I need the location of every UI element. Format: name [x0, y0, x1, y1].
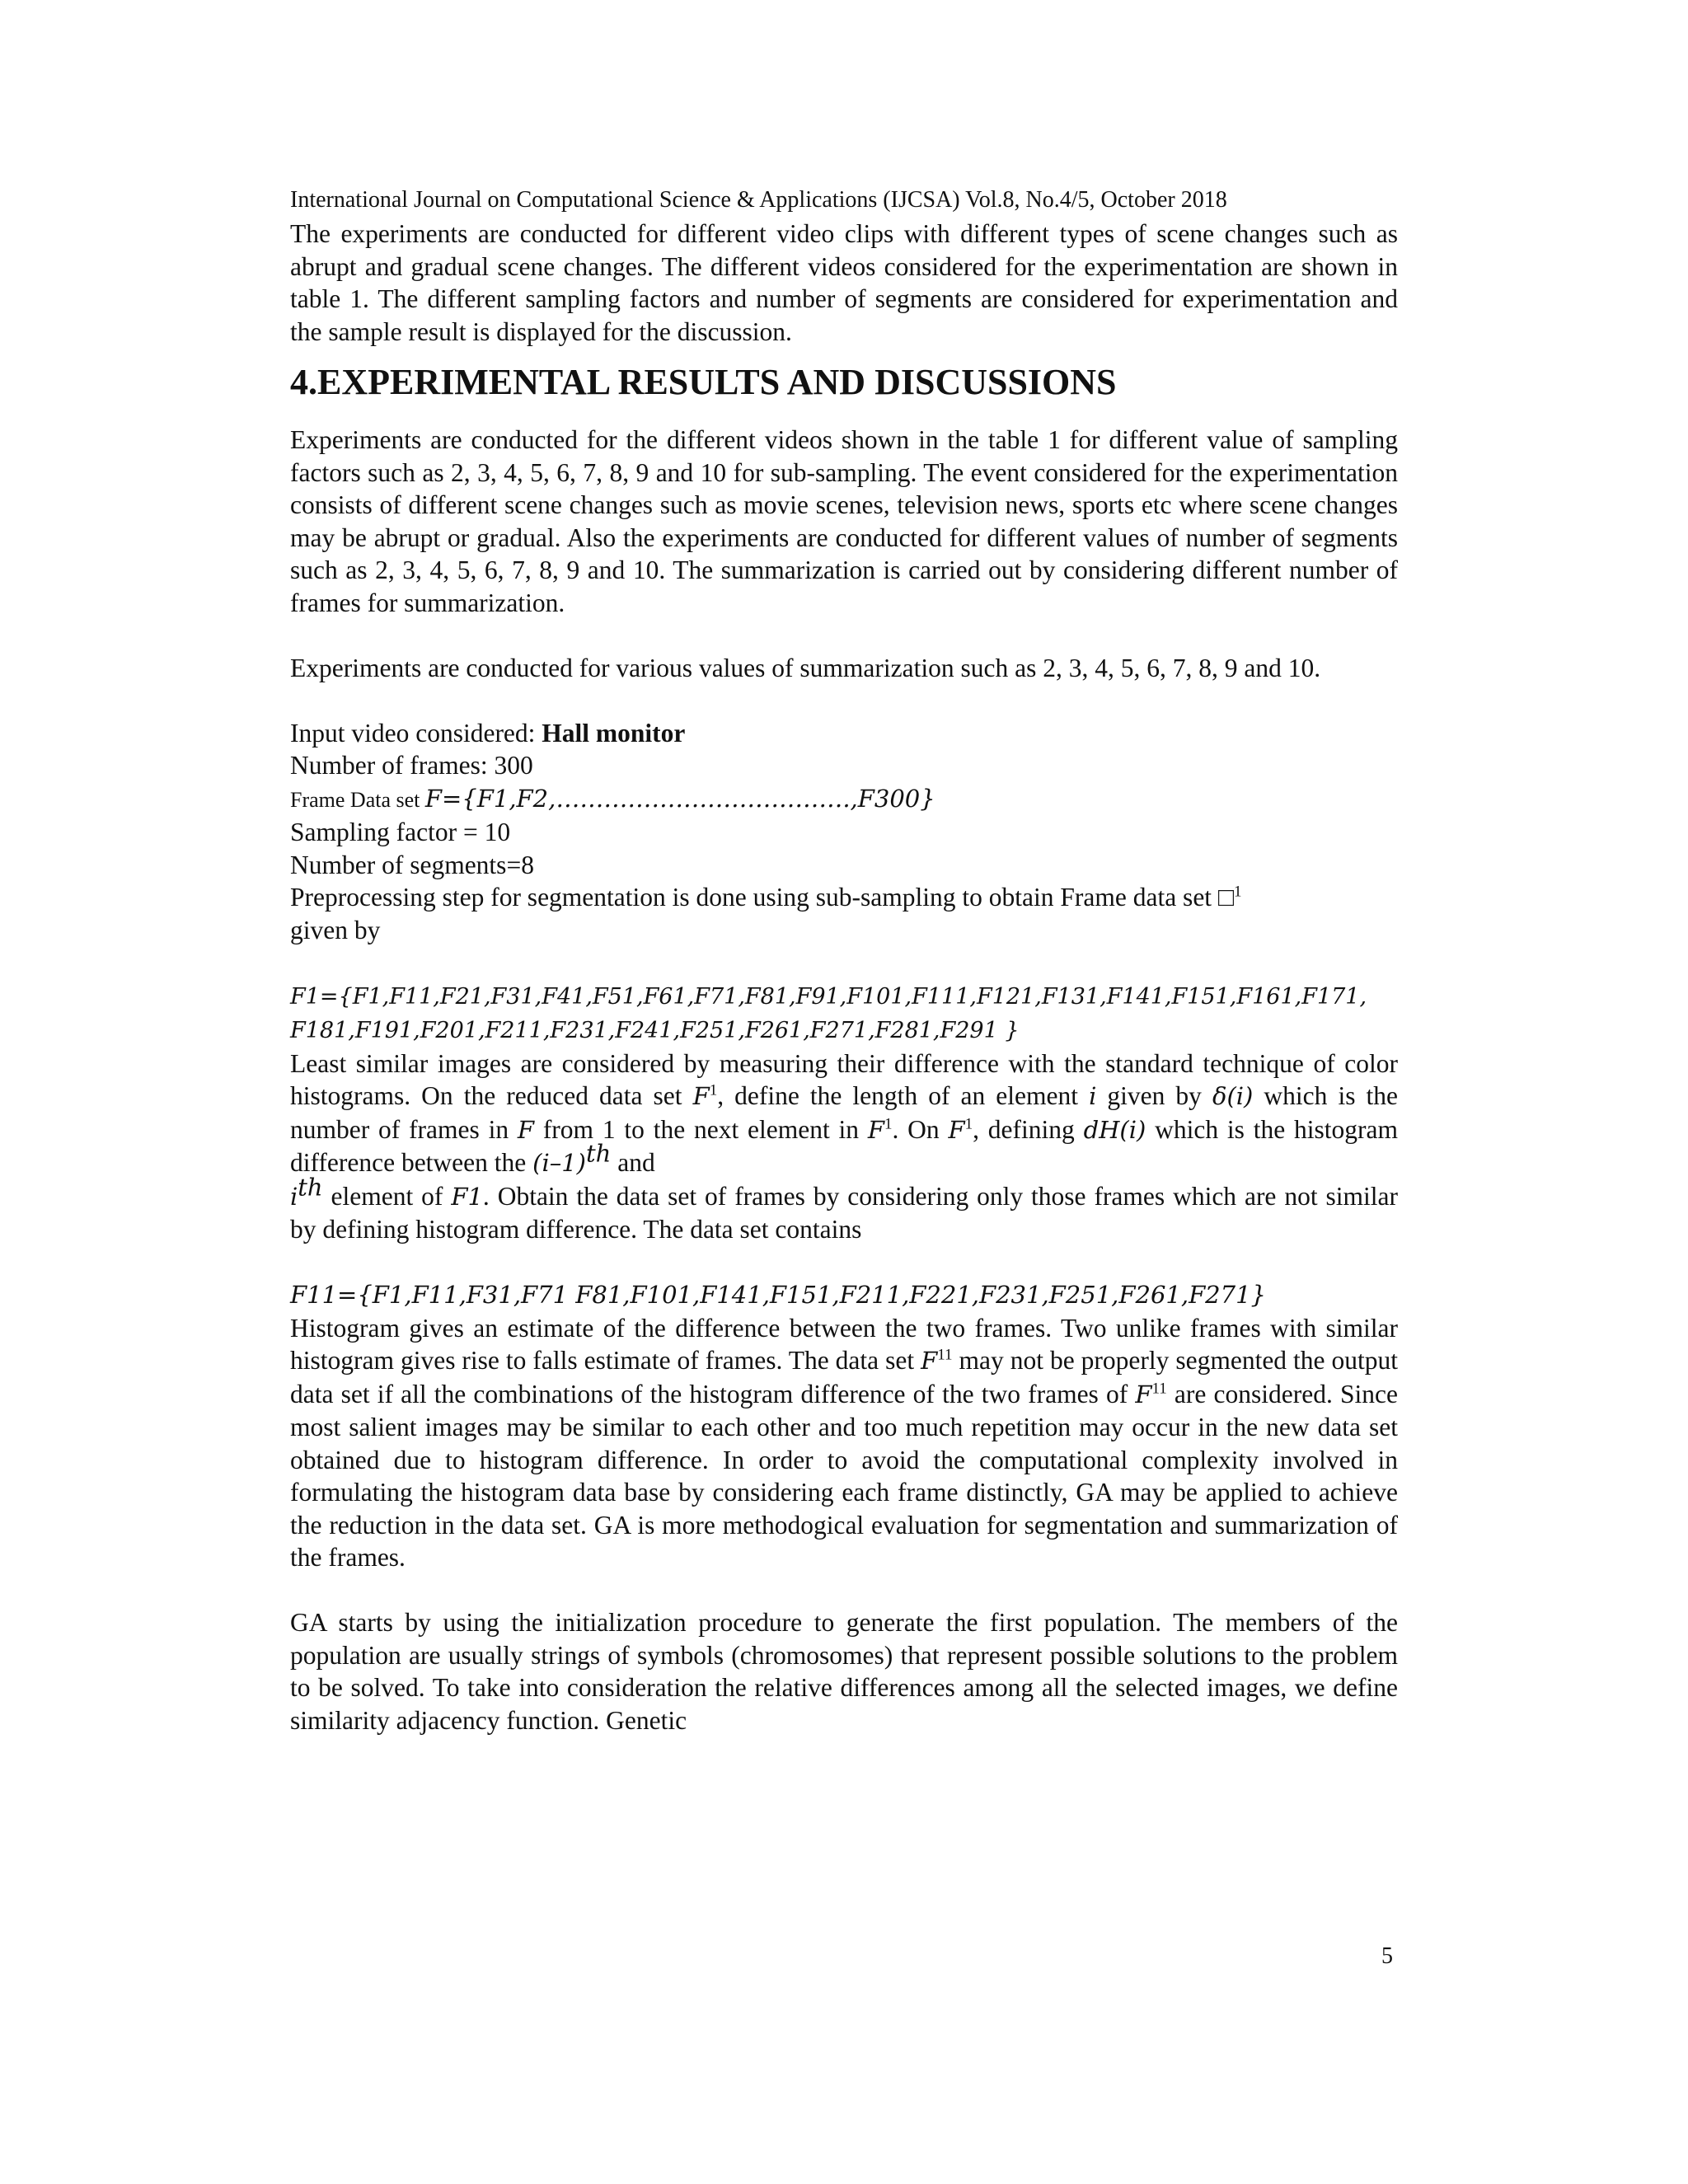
param-segments: Number of segments=8: [290, 850, 534, 879]
paragraph-least-similar: Least similar images are considered by measuring their difference with the standard technique of color histograms. On the reduced data set $F^1$, define the length of an element i given by δ(i) which is the number of frames in F from 1 to the next element in $F^1$. On $F^1$, defining dH(i) which is the histogram difference between the $(i-1)^{th}$ and $i^{th}$ element of F1. Obtain the data set of frames by considering only those frames which are not similar by defining histogram difference. The data set contains: [290, 1048, 1399, 1244]
set-f11: [290, 1278, 1398, 1312]
param-given-by: given by: [290, 915, 381, 944]
paragraph-histogram: Histogram gives an estimate of the difference between the two frames. Two unlike frames with similar histogram gives rise to falls estimate of frames. The data set $F^{11}$ may not be properly segmented the output data set if all the combinations of the histogram difference of the two frames of $F^{11}$ are considered. Since most salient images may be similar to each other and too much repetition may occur in the new data set obtained due to histogram difference. In order to avoid the computational complexity involved in formulating the histogram data base by considering each frame distinctly, GA may be applied to achieve the reduction in the data set. GA is more methodogical evaluation for segmentation and summarization of the frames.: [290, 1313, 1399, 1572]
frame-set-expr: F={F1,F2,……………………………….,F300}: [424, 784, 935, 813]
page-body: [290, 183, 1398, 1736]
input-value: Hall monitor: [542, 718, 686, 748]
param-preprocess: [290, 881, 1398, 914]
param-frames: Number of frames: 300: [290, 751, 533, 780]
param-input-video: [290, 717, 1398, 750]
input-label: Input video considered:: [290, 718, 542, 748]
set-f1-expr-2: F181,F191,F201,F211,F231,F241,F251,F261,F271,F281,F291 }: [290, 1018, 1020, 1043]
paragraph-experiments: Experiments are conducted for the different videos shown in the table 1 for different value of sampling factors such as 2, 3, 4, 5, 6, 7, 8, 9 and 10 for sub-sampling. The event considered for the experimentation consists of different scene changes such as movie scenes, television news, sports etc where scene changes may be abrupt or gradual. Also the experiments are conducted for different values of number of segments such as 2, 3, 4, 5, 6, 7, 8, 9 and 10. The summarization is carried out by considering different number of frames for summarization.: [290, 425, 1398, 617]
paragraph-ga: GA starts by using the initialization procedure to generate the first population. The members of the population are usually strings of symbols (chromosomes) that represent possible solutions to the problem to be solved. To take into consideration the relative differences among all the selected images, we define similarity adjacency function. Genetic: [290, 1608, 1398, 1735]
paragraph-intro: The experiments are conducted for different video clips with different types of scene changes such as abrupt and gradual scene changes. The different videos considered for the experimentation are shown in table 1. The different sampling factors and number of segments are considered for experimentation and the sample result is displayed for the discussion.: [290, 219, 1398, 346]
param-frame-set: [290, 782, 1398, 817]
preprocess-symbol: □: [1217, 883, 1234, 912]
running-header: International Journal on Computational Science & Applications (IJCSA) Vol.8, No.4/5, October 2018: [290, 187, 1227, 213]
frame-set-label: Frame Data set: [290, 787, 425, 812]
param-sampling: Sampling factor = 10: [290, 818, 511, 846]
paragraph-summarization: Experiments are conducted for various values of summarization such as 2, 3, 4, 5, 6, 7, 8, 9 and 10.: [290, 653, 1321, 682]
page-number: 5: [1381, 1943, 1393, 1969]
set-f11-expr: F11={F1,F11,F31,F71 F81,F101,F141,F151,F211,F221,F231,F251,F261,F271}: [290, 1281, 1266, 1309]
set-f1-line1: [290, 979, 1398, 1014]
preprocess-sup: 1: [1233, 883, 1242, 901]
set-f1-line2: [290, 1013, 1398, 1047]
set-f1-expr-1: F1={F1,F11,F21,F31,F41,F51,F61,F71,F81,F91,F101,F111,F121,F131,F141,F151,F161,F171,: [290, 983, 1367, 1010]
preprocess-text: Preprocessing step for segmentation is done using sub-sampling to obtain Frame data set: [290, 883, 1218, 912]
section-heading: 4.EXPERIMENTAL RESULTS AND DISCUSSIONS: [290, 362, 1117, 402]
